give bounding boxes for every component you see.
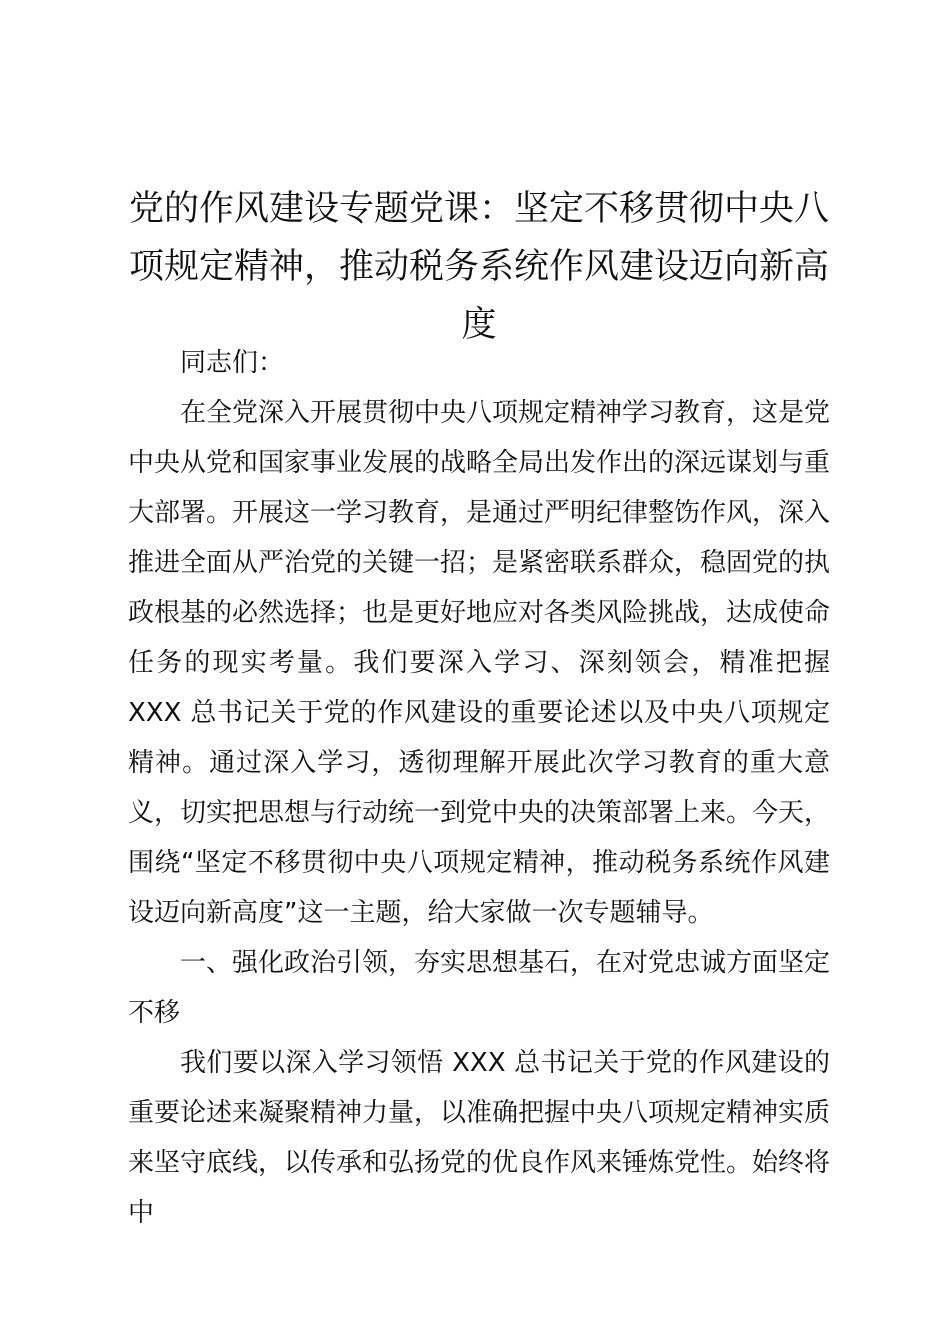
salutation: 同志们： (180, 348, 285, 378)
document-title: 党的作风建设专题党课：坚定不移贯彻中央八项规定精神，推动税务系统作风建设迈向新高度 (128, 189, 829, 345)
section-heading: 一、强化政治引领，夯实思想基石，在对党忠诚方面坚定不移 (128, 948, 831, 1028)
section-paragraph: 我们要以深入学习领悟 XXX 总书记关于党的作风建设的重要论述来凝聚精神力量，以准确把握中央八项规定精神实质来坚守底线，以传承和弘扬党的优良作风来锤炼党性。始终将中 (128, 1048, 831, 1228)
document-body (128, 338, 830, 1238)
intro-paragraph: 在全党深入开展贯彻中央八项规定精神学习教育，这是党中央从党和国家事业发展的战略全局出发作出的深远谋划与重大部署。开展这一学习教育，是通过严明纪律整饬作风，深入推进全面从严治党的关键一招；是紧密联系群众，稳固党的执政根基的必然选择；也是更好地应对各类风险挑战，达成使命任务的现实考量。我们要深入学习、深刻领会，精准把握 XXX 总书记关于党的作风建设的重要论述以及中央八项规定精神。通过深入学习，透彻理解开展此次学习教育的重大意义，切实把思想与行动统一到党中央的决策部署上来。今天，围绕“坚定不移贯彻中央八项规定精神，推动税务系统作风建设迈向新高度”这一主题，给大家做一次专题辅导。 (128, 398, 831, 928)
